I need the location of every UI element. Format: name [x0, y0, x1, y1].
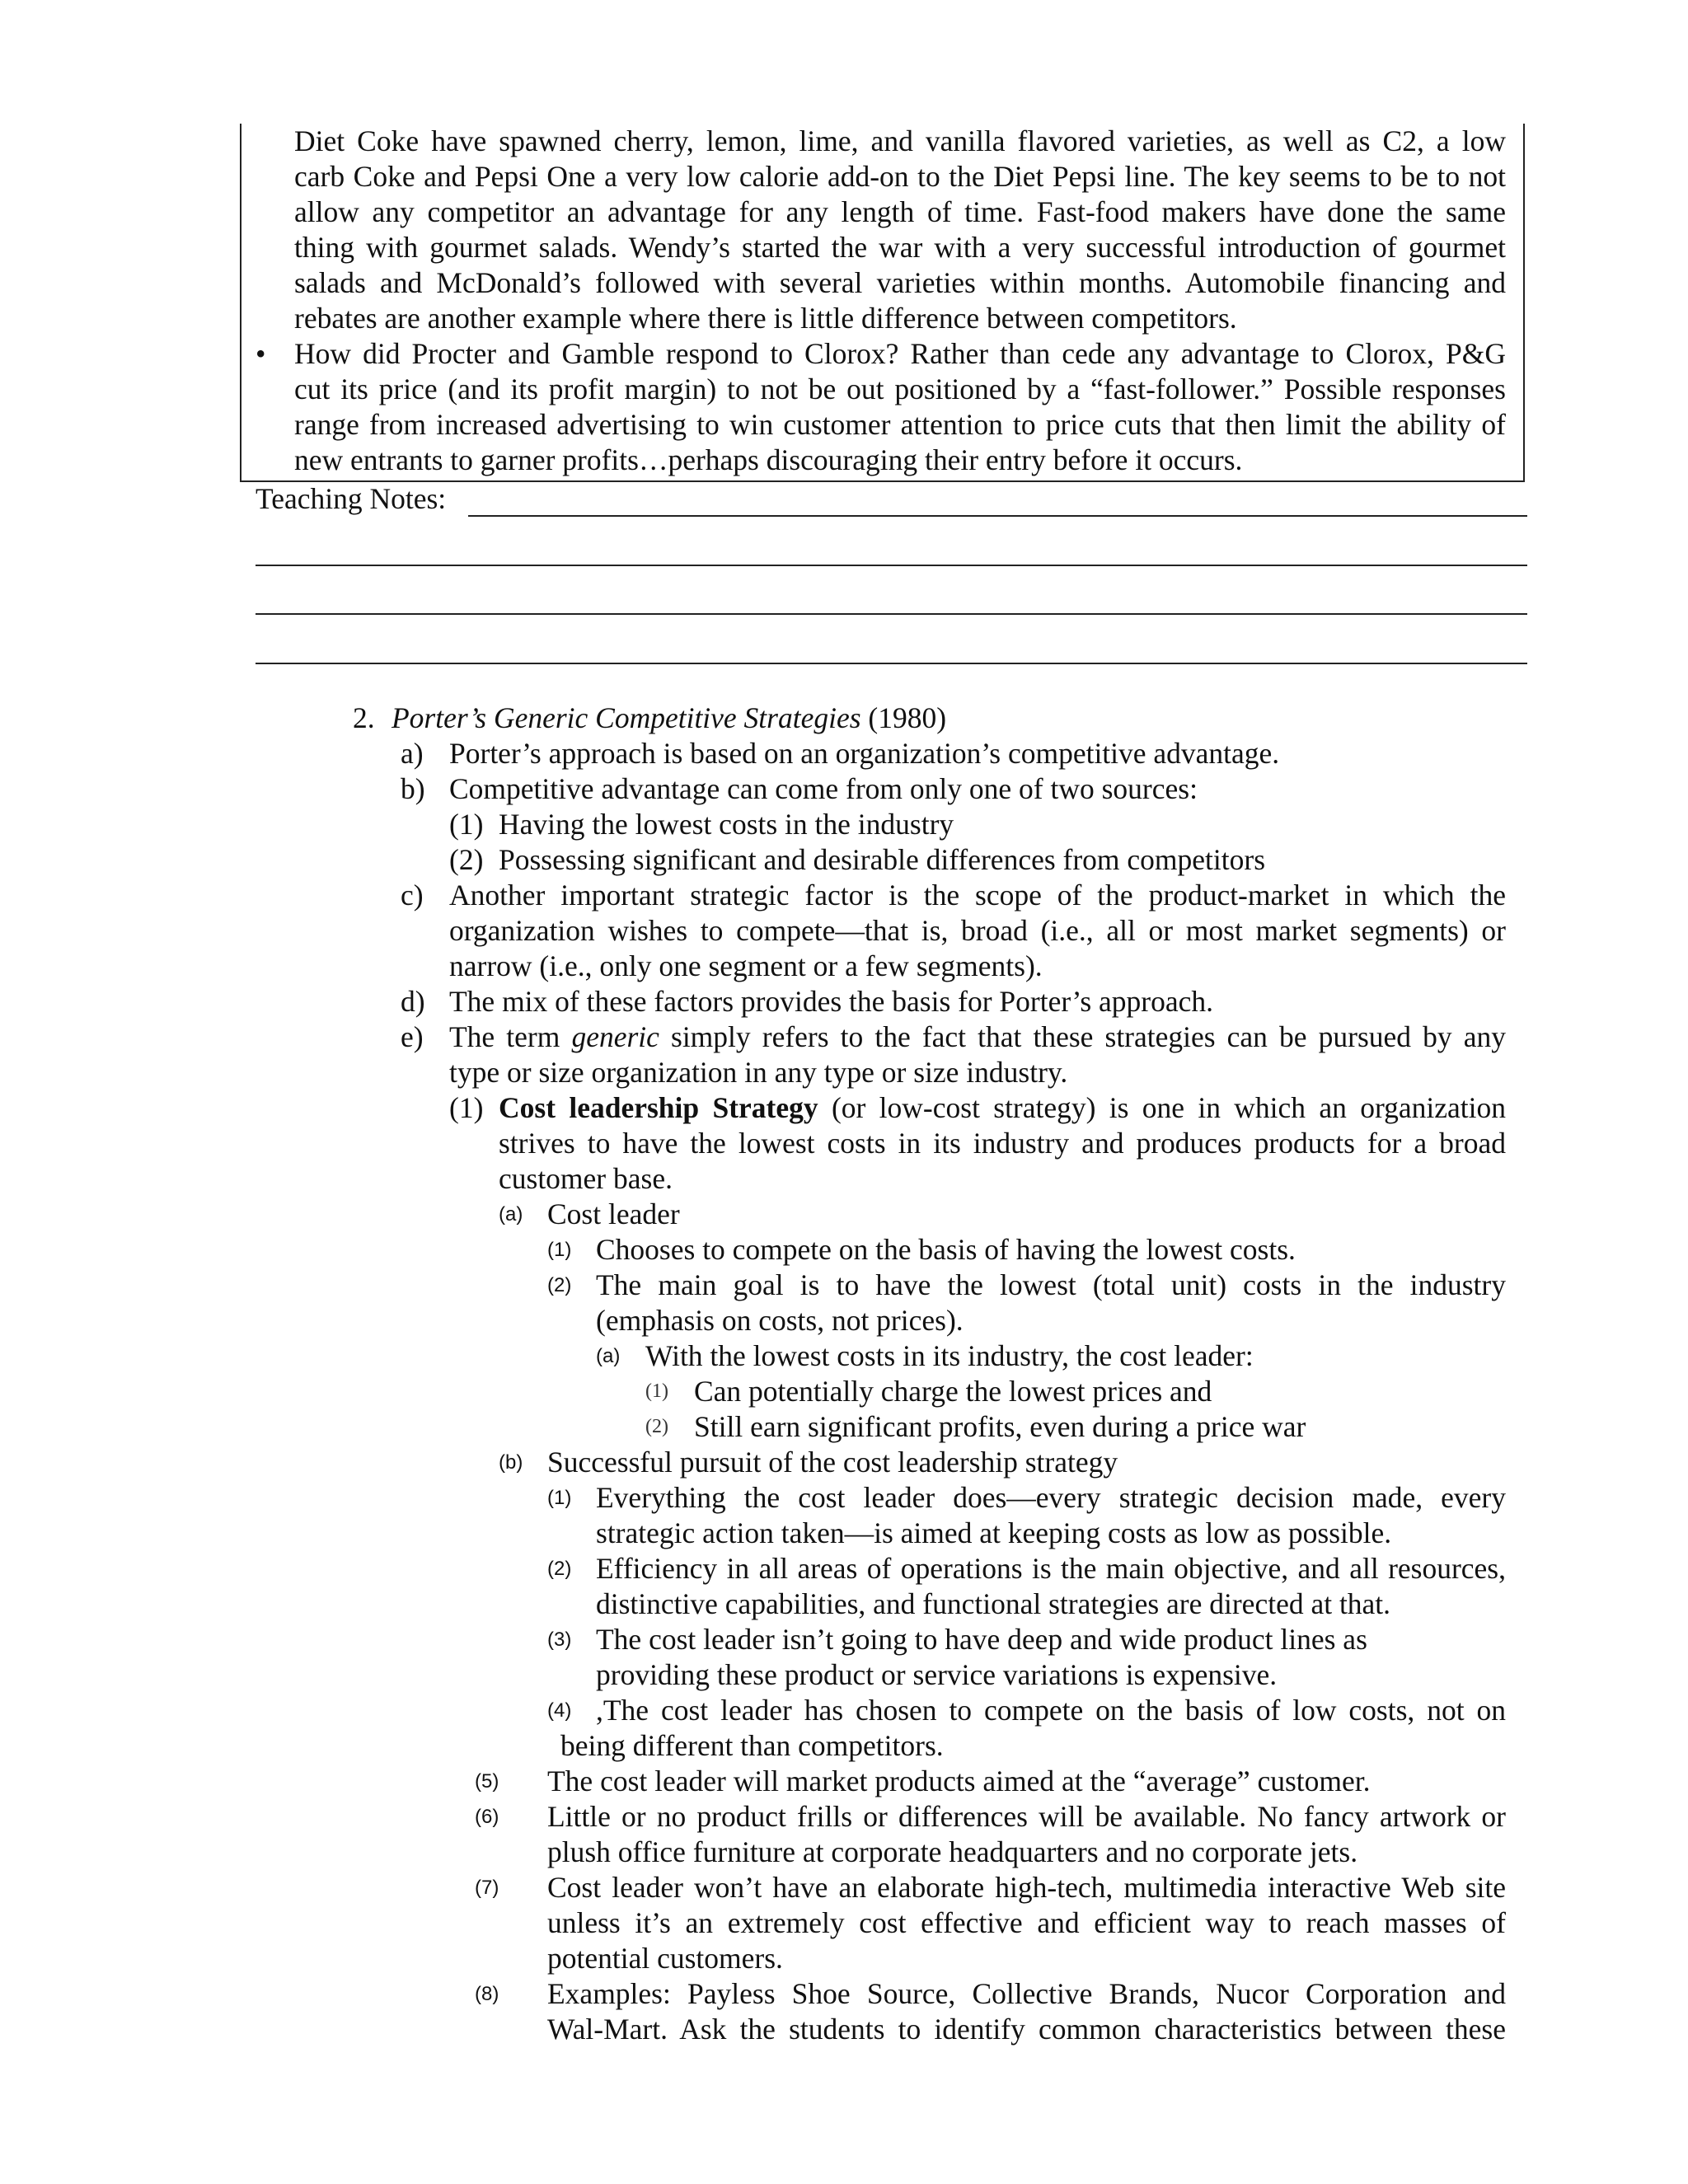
notes-rule: [256, 613, 1527, 615]
item-text: Successful pursuit of the cost leadership strategy: [547, 1446, 1118, 1479]
item-text: Having the lowest costs in the industry: [499, 808, 954, 841]
notes-rule: [468, 515, 1527, 517]
bullet-text-line: cut its price (and its profit margin) to not be out positioned by a “fast-follower.” Possible responses: [294, 373, 1506, 405]
box-text-line: allow any competitor an advantage for any length of time. Fast-food makers have done the same: [294, 195, 1506, 228]
item-text: organization wishes to compete—that is, broad (i.e., all or most market segments) or: [449, 914, 1506, 947]
section-heading: [392, 701, 946, 736]
item-marker: (4): [547, 1699, 572, 1722]
item-text: With the lowest costs in its industry, the cost leader:: [645, 1339, 1254, 1372]
item-text: [449, 1019, 1506, 1055]
item-text: strives to have the lowest costs in its industry and produces products for a broad: [499, 1127, 1506, 1160]
box-text-line: Diet Coke have spawned cherry, lemon, lime, and vanilla flavored varieties, as well as C2, a low: [294, 124, 1506, 157]
item-text-part: (or low-cost strategy) is one in which an organization: [818, 1091, 1507, 1124]
item-text: strategic action taken—is aimed at keeping costs as low as possible.: [596, 1516, 1392, 1549]
item-text: The cost leader will market products aimed at the “average” customer.: [547, 1765, 1371, 1797]
section-number: 2.: [353, 701, 375, 734]
item-marker: b): [401, 772, 425, 805]
item-text: Cost leader: [547, 1197, 680, 1230]
section-title: Porter’s Generic Competitive Strategies: [392, 701, 861, 734]
item-text: Can potentially charge the lowest prices and: [694, 1375, 1212, 1408]
item-marker: (5): [475, 1770, 499, 1793]
box-text-line: thing with gourmet salads. Wendy’s started the war with a very successful introduction of gourmet: [294, 231, 1506, 264]
item-text: Examples: Payless Shoe Source, Collective Brands, Nucor Corporation and: [547, 1977, 1506, 2010]
box-text-line: carb Coke and Pepsi One a very low calorie add-on to the Diet Pepsi line. The key seems to be to not: [294, 160, 1506, 193]
box-text-line: rebates are another example where there is little difference between competitors.: [294, 302, 1237, 335]
item-text: Efficiency in all areas of operations is the main objective, and all resources,: [596, 1552, 1506, 1585]
item-text: Chooses to compete on the basis of having the lowest costs.: [596, 1233, 1296, 1266]
item-text: customer base.: [499, 1162, 673, 1195]
item-text: providing these product or service variations is expensive.: [596, 1658, 1278, 1691]
item-marker: (6): [475, 1806, 499, 1828]
item-text: being different than competitors.: [560, 1729, 944, 1762]
section-year: (1980): [868, 701, 947, 734]
item-marker: (1): [449, 1091, 484, 1124]
item-marker: (2): [547, 1274, 572, 1296]
item-marker: (1): [547, 1239, 572, 1261]
item-text: unless it’s an extremely cost effective and efficient way to reach masses of: [547, 1906, 1506, 1939]
item-text: Porter’s approach is based on an organization’s competitive advantage.: [449, 737, 1280, 770]
item-text: ,The cost leader has chosen to compete on the basis of low costs, not on: [596, 1694, 1506, 1727]
item-marker: (2): [449, 843, 484, 876]
item-marker: (8): [475, 1983, 499, 2005]
item-text: (emphasis on costs, not prices).: [596, 1304, 964, 1337]
item-text: Still earn significant profits, even during a price war: [694, 1410, 1306, 1443]
item-text: narrow (i.e., only one segment or a few segments).: [449, 949, 1043, 982]
term-cost-leadership: Cost leadership Strategy: [499, 1091, 818, 1124]
item-marker: (1): [547, 1487, 572, 1509]
bullet-text-line: range from increased advertising to win customer attention to price cuts that then limit the ability of: [294, 408, 1506, 441]
item-text: Everything the cost leader does—every strategic decision made, every: [596, 1481, 1506, 1514]
item-text-part: The term: [449, 1020, 572, 1053]
item-marker: (2): [547, 1558, 572, 1580]
bullet-text-line: new entrants to garner profits…perhaps discouraging their entry before it occurs.: [294, 443, 1243, 476]
emphasis-generic: generic: [571, 1020, 659, 1053]
bullet-icon: •: [256, 337, 266, 370]
item-text: Cost leader won’t have an elaborate high-tech, multimedia interactive Web site: [547, 1871, 1506, 1904]
item-text: Another important strategic factor is the scope of the product-market in which the: [449, 879, 1506, 912]
item-marker: (3): [547, 1629, 572, 1651]
box-right-border: [1523, 124, 1525, 480]
item-text: The cost leader isn’t going to have deep and wide product lines as: [596, 1623, 1367, 1656]
notes-rule: [256, 663, 1527, 664]
box-left-border: [240, 124, 241, 480]
item-marker: e): [401, 1020, 424, 1053]
box-text-line: salads and McDonald’s followed with several varieties within months. Automobile financing and: [294, 266, 1506, 299]
item-text: plush office furniture at corporate headquarters and no corporate jets.: [547, 1835, 1358, 1868]
item-marker: (2): [645, 1416, 668, 1437]
item-text: Competitive advantage can come from only one of two sources:: [449, 772, 1198, 805]
item-text: distinctive capabilities, and functional strategies are directed at that.: [596, 1587, 1391, 1620]
item-marker: (1): [645, 1380, 668, 1402]
item-text: [499, 1090, 1506, 1126]
item-marker: (a): [499, 1203, 523, 1226]
bullet-text-line: How did Procter and Gamble respond to Clorox? Rather than cede any advantage to Clorox, P&G: [294, 337, 1506, 370]
item-text: potential customers.: [547, 1942, 783, 1975]
teaching-notes-label: Teaching Notes:: [256, 482, 447, 515]
item-marker: d): [401, 985, 425, 1018]
item-text-part: simply refers to the fact that these strategies can be pursued by any: [659, 1020, 1506, 1053]
item-marker: (a): [596, 1345, 621, 1367]
item-marker: a): [401, 737, 424, 770]
item-text: The main goal is to have the lowest (total unit) costs in the industry: [596, 1268, 1506, 1301]
item-text: Possessing significant and desirable differences from competitors: [499, 843, 1266, 876]
item-marker: (1): [449, 808, 484, 841]
item-marker: c): [401, 879, 424, 912]
item-text: Little or no product frills or differences will be available. No fancy artwork or: [547, 1800, 1506, 1833]
item-text: type or size organization in any type or size industry.: [449, 1056, 1068, 1089]
notes-rule: [256, 565, 1527, 566]
item-marker: (b): [499, 1451, 523, 1474]
item-text: The mix of these factors provides the basis for Porter’s approach.: [449, 985, 1214, 1018]
item-marker: (7): [475, 1877, 499, 1899]
item-text: Wal-Mart. Ask the students to identify common characteristics between these: [547, 2013, 1506, 2046]
